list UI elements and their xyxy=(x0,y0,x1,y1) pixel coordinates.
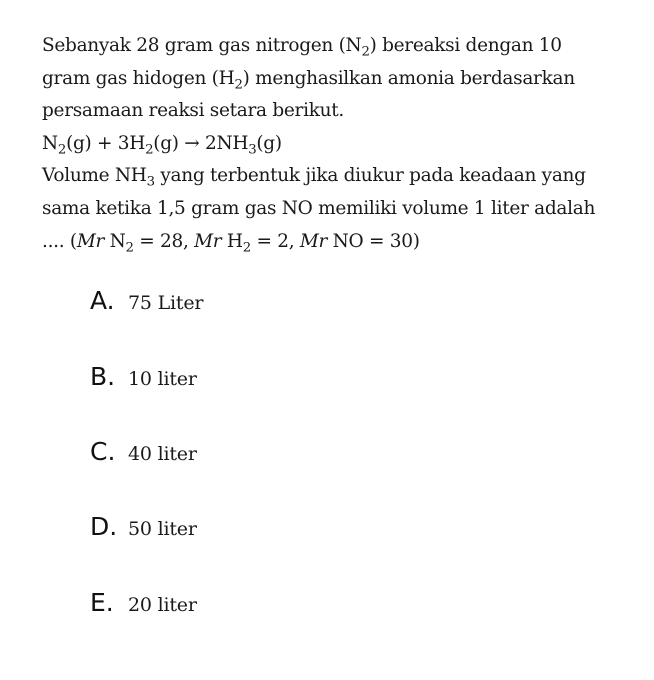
subscript: 3 xyxy=(248,142,257,158)
question-line-5 xyxy=(42,160,632,193)
reaction-equation xyxy=(42,128,632,161)
text-segment: Volume NH xyxy=(42,165,147,187)
option-text: 75 Liter xyxy=(128,292,204,314)
option-letter: E. xyxy=(90,588,114,617)
option-letter: A. xyxy=(90,286,115,315)
text-segment: N xyxy=(104,230,126,252)
option-letter: B. xyxy=(90,362,116,391)
text-segment: gram gas hidogen (H xyxy=(42,67,235,89)
text-segment: yang terbentuk jika diukur pada keadaan yang xyxy=(154,165,586,187)
text-segment: .... ( xyxy=(42,230,77,252)
text-segment: = 2, xyxy=(250,230,300,252)
option-d[interactable] xyxy=(90,512,197,541)
text-segment: (g) → 2NH xyxy=(153,132,249,154)
subscript: 2 xyxy=(361,44,370,60)
option-b[interactable] xyxy=(90,362,197,391)
option-text: 10 liter xyxy=(128,368,197,390)
question-line-6: sama ketika 1,5 gram gas NO memiliki volume 1 liter adalah xyxy=(42,197,596,219)
text-segment: Sebanyak 28 gram gas nitrogen (N xyxy=(42,35,362,56)
question-line-2 xyxy=(42,63,632,96)
subscript: 3 xyxy=(146,174,155,190)
text-segment: ) bereaksi dengan 10 xyxy=(369,35,562,56)
text-segment: NO = 30) xyxy=(327,230,420,252)
option-text: 40 liter xyxy=(128,443,197,465)
text-segment: ) menghasilkan amonia berdasarkan xyxy=(242,67,575,89)
subscript: 2 xyxy=(242,239,251,255)
option-text: 50 liter xyxy=(128,518,197,540)
option-text: 20 liter xyxy=(128,594,197,616)
option-e[interactable] xyxy=(90,588,197,617)
subscript: 2 xyxy=(57,142,67,158)
option-letter: C. xyxy=(90,437,116,466)
subscript: 2 xyxy=(125,239,134,255)
option-letter: D. xyxy=(90,512,118,541)
option-c[interactable] xyxy=(90,437,197,466)
text-segment: (g) + 3H xyxy=(66,132,146,154)
subscript: 2 xyxy=(234,76,243,92)
text-segment: (g) xyxy=(256,132,282,154)
mr-symbol: Mr xyxy=(76,230,105,252)
text-segment: = 28, xyxy=(133,230,195,252)
molar-mass-data xyxy=(42,226,632,259)
mr-symbol: Mr xyxy=(194,230,222,252)
text-segment: N xyxy=(42,132,58,154)
question-line-1 xyxy=(42,30,632,63)
question-line-3: persamaan reaksi setara berikut. xyxy=(42,100,344,122)
option-a[interactable] xyxy=(90,286,203,315)
text-segment: H xyxy=(221,230,243,252)
question-text xyxy=(42,30,632,258)
subscript: 2 xyxy=(145,142,154,158)
mr-symbol: Mr xyxy=(299,230,328,252)
